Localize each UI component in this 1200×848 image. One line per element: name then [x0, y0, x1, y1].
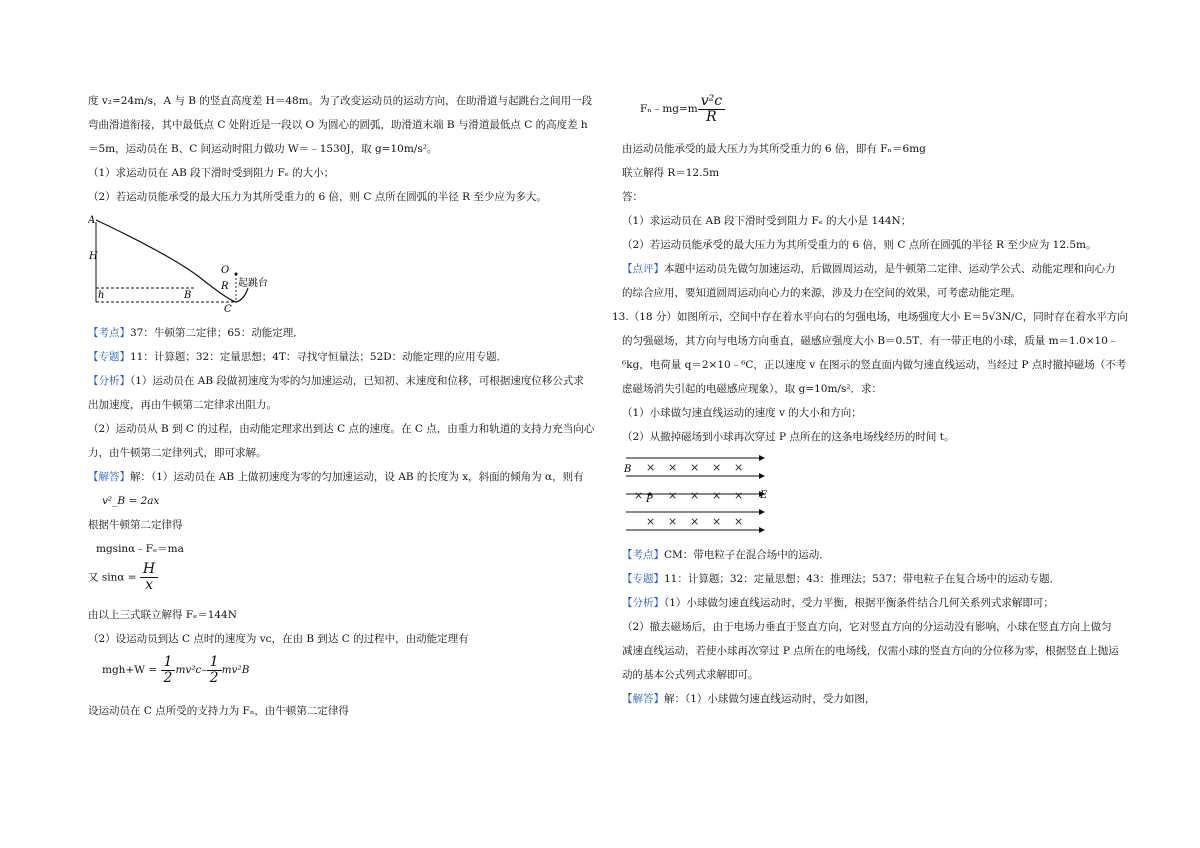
question-part-1: （1）求运动员在 AB 段下滑时受到阻力 Fₑ 的大小；	[88, 167, 335, 179]
minus: –	[201, 664, 207, 676]
fenxi-line: 动的基本公式列式求解即可。	[622, 669, 759, 681]
cross-mark: ×	[690, 489, 700, 502]
denominator: 2	[209, 669, 219, 686]
text-line: 弯曲滑道衔接，其中最低点 C 处附近是一段以 O 为圆心的圆弧，助滑道末端 B 与滑道最低点 C 的高度差 h	[88, 119, 588, 131]
field-figure	[624, 452, 774, 536]
numerator: 1	[207, 655, 222, 671]
fenxi-text: （1）小球做匀速直线运动时，受力平衡，根据平衡条件结合几何关系列式求解即可；	[664, 597, 1054, 609]
jieda-text: 解：（1）小球做匀速直线运动时，受力如图，	[664, 693, 876, 705]
numerator: v²c	[698, 94, 725, 110]
text-line: （2）若运动员能承受的最大压力为其所受重力的 6 倍，则 C 点所在圆弧的半径 R 至少应为 12.5m。	[622, 239, 1097, 251]
zhuanti-tag: 【专题】	[622, 573, 664, 585]
cross-mark: ×	[734, 461, 744, 474]
label-h: h	[98, 290, 105, 301]
question-13-line: 13.（18 分）如图所示，空间中存在着水平向右的匀强电场，电场强度大小 E＝5√3N/C，同时存在着水平方向	[612, 311, 1128, 323]
label-A: A	[88, 215, 96, 226]
text-line: 联立解得 R＝12.5m	[622, 167, 720, 179]
jieda-tag: 【解答】	[622, 693, 664, 705]
text-line: 根据牛顿第二定律得	[88, 519, 183, 531]
equation-5-prefix: Fₙ﹣mg=m	[640, 103, 698, 115]
label-B: B	[184, 290, 192, 301]
jieda-line	[622, 688, 875, 712]
equation-1: v²_B = 2ax	[102, 495, 160, 507]
cross-mark: ×	[634, 489, 644, 502]
text-line: 设运动员在 C 点所受的支持力为 Fₙ，由牛顿第二定律得	[88, 705, 349, 717]
fenxi-line	[622, 592, 1054, 616]
dianping-line: 的综合应用，要知道圆周运动向心力的来源，涉及力在空间的效果，可考虑动能定理。	[622, 287, 1021, 299]
cross-mark: ×	[668, 515, 678, 528]
dianping-tag: 【点评】	[622, 263, 664, 275]
denominator: x	[145, 577, 153, 593]
text-line: ＝5m，运动员在 B、C 间运动时阻力做功 W＝﹣1530J，取 g=10m/s²。	[88, 143, 438, 155]
cross-mark: ×	[734, 489, 744, 502]
zhuanti-text: 11：计算题；32：定量思想；43：推理法；537：带电粒子在复合场中的运动专题．	[664, 573, 1061, 585]
fenxi-tag: 【分析】	[88, 375, 130, 387]
numerator: 1	[161, 655, 176, 671]
question-13-part-1: （1）小球做匀速直线运动的速度 v 的大小和方向；	[622, 407, 862, 419]
fraction	[698, 94, 725, 125]
fenxi-line: （2）撤去磁场后，由于电场力垂直于竖直方向，它对竖直方向的分运动没有影响，小球在竖直方向上做匀	[622, 621, 1112, 633]
cross-mark: ×	[712, 515, 722, 528]
kaodian-line	[88, 322, 304, 346]
denominator: 2	[163, 669, 173, 686]
term-b: mv²B	[221, 664, 250, 676]
text-line: 由以上三式联立解得 Fₑ＝144N	[88, 609, 237, 621]
question-part-2: （2）若运动员能承受的最大压力为其所受重力的 6 倍，则 C 点所在圆弧的半径 R 至少应为多大。	[88, 191, 547, 203]
dianping-line	[622, 258, 1116, 282]
cross-mark: ×	[646, 461, 656, 474]
denominator: R	[706, 108, 717, 125]
text-line: （1）求运动员在 AB 段下滑时受到阻力 Fₑ 的大小是 144N；	[622, 215, 912, 227]
equation-4-prefix: mgh+W =	[102, 664, 158, 676]
label-P: P	[646, 494, 653, 505]
numerator: H	[140, 562, 158, 578]
fenxi-line: （2）运动员从 B 到 C 的过程，由动能定理求出到达 C 点的速度。在 C 点，由重力和轨道的支持力充当向心	[88, 423, 595, 435]
fenxi-tag: 【分析】	[622, 597, 664, 609]
zhuanti-line	[88, 346, 507, 370]
fenxi-line: 减速直线运动，若使小球再次穿过 P 点所在的电场线，仅需小球的竖直方向的分位移为零，根据竖直上抛运	[622, 645, 1119, 657]
dianping-text: 本题中运动员先做匀加速运动，后做圆周运动，是牛顿第二定律、运动学公式、动能定理和向心力	[664, 263, 1116, 275]
cross-mark: ×	[690, 515, 700, 528]
ski-slope-figure	[88, 214, 288, 314]
jieda-line	[88, 466, 584, 490]
label-jump-platform: 起跳台	[238, 278, 268, 289]
cross-mark: ×	[646, 515, 656, 528]
label-O: O	[221, 265, 230, 276]
label-H: H	[89, 251, 98, 262]
cross-mark: ×	[712, 461, 722, 474]
zhuanti-line	[622, 568, 1060, 592]
cross-mark: ×	[690, 461, 700, 474]
label-E: E	[760, 490, 768, 501]
question-13-line: ⁶kg，电荷量 q＝2×10﹣⁶C，正以速度 v 在图示的竖直面内做匀速直线运动，当经过 P 点时撤掉磁场（不考	[622, 359, 1127, 371]
fenxi-line	[88, 370, 584, 394]
cross-mark: ×	[712, 489, 722, 502]
kaodian-line	[622, 544, 830, 568]
text-line: 度 v₂=24m/s，A 与 B 的竖直高度差 H＝48m。为了改变运动员的运动方向，在助滑道与起跳台之间用一段	[88, 95, 593, 107]
kaodian-text: CM：带电粒子在混合场中的运动．	[664, 549, 830, 561]
text-line: （2）设运动员到达 C 点时的速度为 vᴄ，在由 B 到达 C 的过程中，由动能定理有	[88, 633, 469, 645]
fenxi-line: 力，由牛顿第二定律列式，即可求解。	[88, 447, 267, 459]
zhuanti-tag: 【专题】	[88, 351, 130, 363]
equation-3	[88, 562, 158, 593]
label-C: C	[224, 304, 232, 314]
zhuanti-text: 11：计算题；32：定量思想；4T：寻找守恒量法；52D：动能定理的应用专题．	[130, 351, 508, 363]
kaodian-tag: 【考点】	[622, 549, 664, 561]
kaodian-tag: 【考点】	[88, 327, 130, 339]
label-R: R	[221, 281, 229, 292]
cross-mark: ×	[668, 489, 678, 502]
jieda-text: 解：（1）运动员在 AB 上做初速度为零的匀加速运动，设 AB 的长度为 x，斜面的倾角为 α，则有	[130, 471, 584, 483]
fraction	[207, 655, 222, 686]
fenxi-text: （1）运动员在 AB 段做初速度为零的匀加速运动，已知初、末速度和位移，可根据速度位移公式求	[130, 375, 584, 387]
question-13-line: 的匀强磁场，其方向与电场方向垂直，磁感应强度大小 B＝0.5T．有一带正电的小球，质量 m＝1.0×10﹣	[622, 335, 1119, 347]
question-13-part-2: （2）从撤掉磁场到小球再次穿过 P 点所在的这条电场线经历的时间 t。	[622, 431, 955, 443]
label-B: B	[624, 464, 632, 475]
fraction	[161, 655, 176, 686]
fenxi-line: 出加速度，再由牛顿第二定律求出阻力。	[88, 399, 277, 411]
equation-4	[102, 652, 249, 688]
cross-mark: ×	[668, 461, 678, 474]
fraction	[140, 562, 158, 593]
text-line: 由运动员能承受的最大压力为其所受重力的 6 倍，即有 Fₙ＝6mg	[622, 143, 926, 155]
cross-mark: ×	[734, 515, 744, 528]
equation-3-prefix: 又 sinα =	[88, 571, 137, 584]
text-line: 答：	[622, 191, 643, 203]
kaodian-text: 37：牛顿第二定律；65：动能定理．	[130, 327, 304, 339]
jieda-tag: 【解答】	[88, 471, 130, 483]
equation-2: mgsinα﹣Fₑ＝ma	[96, 543, 184, 555]
term-a: mv²c	[175, 664, 202, 676]
question-13-line: 虑磁场消失引起的电磁感应现象），取 g=10m/s²．求：	[622, 383, 883, 395]
equation-5	[640, 92, 725, 126]
